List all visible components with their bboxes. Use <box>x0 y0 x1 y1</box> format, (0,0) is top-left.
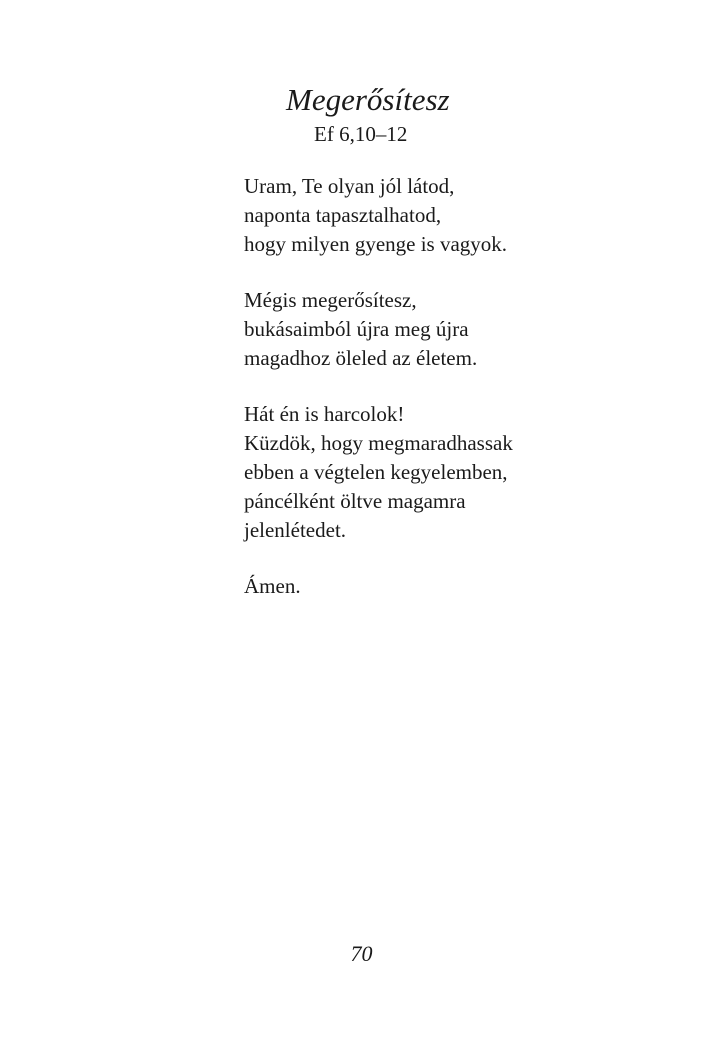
page-number: 70 <box>350 941 373 966</box>
poem-line: magadhoz öleled az életem. <box>244 346 478 370</box>
stanza-4 <box>244 572 513 601</box>
poem-line: Mégis megerősítesz, <box>244 288 417 312</box>
poem-line: Küzdök, hogy megmaradhassak <box>244 431 513 455</box>
poem-line: ebben a végtelen kegyelemben, <box>244 460 508 484</box>
poem-body <box>244 172 513 628</box>
stanza-2 <box>244 286 513 373</box>
poem-line: jelenlétedet. <box>244 518 347 542</box>
stanza-1 <box>244 172 513 259</box>
bible-reference: Ef 6,10–12 <box>314 122 408 146</box>
poem-line: páncélként öltve magamra <box>244 489 466 513</box>
poem-line: hogy milyen gyenge is vagyok. <box>244 232 508 256</box>
poem-title: Megerősítesz <box>286 82 450 117</box>
poem-line: Hát én is harcolok! <box>244 402 405 426</box>
poem-line: naponta tapasztalhatod, <box>244 203 442 227</box>
stanza-3 <box>244 400 513 545</box>
poem-line: Uram, Te olyan jól látod, <box>244 174 455 198</box>
poem-line: Ámen. <box>244 574 301 598</box>
poem-line: bukásaimból újra meg újra <box>244 317 469 341</box>
